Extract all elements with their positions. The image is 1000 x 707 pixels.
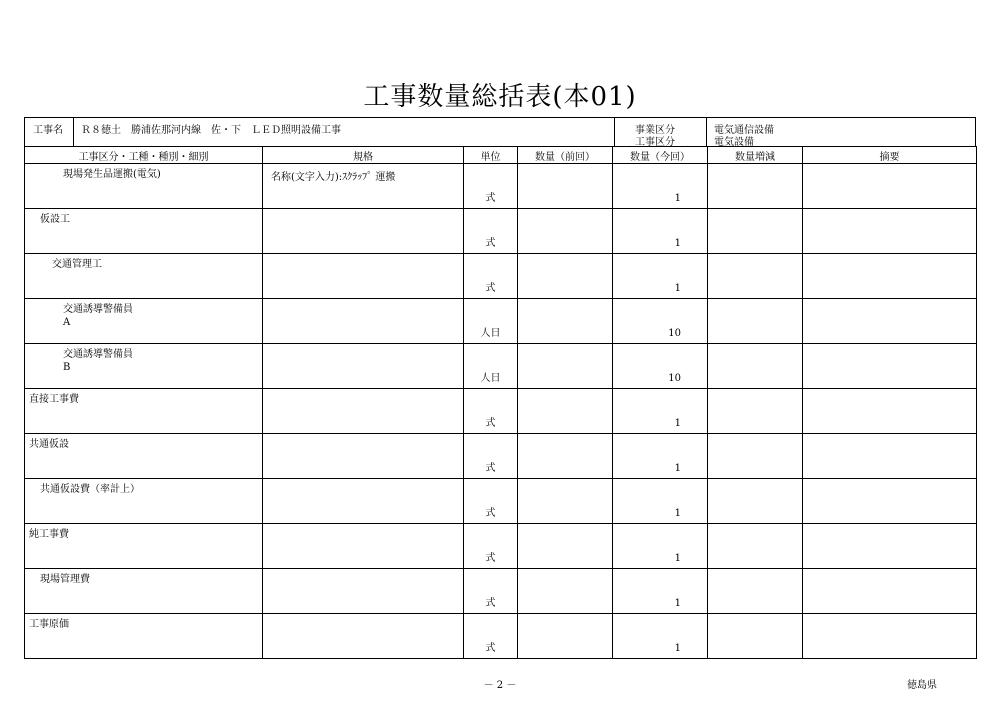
qty-previous-cell: [518, 164, 613, 209]
spec-cell: [263, 344, 464, 389]
spec-cell: [263, 209, 464, 254]
qty-current-value: 1: [674, 463, 681, 474]
qty-current-cell: [613, 344, 708, 389]
work-item-cell: [25, 479, 263, 524]
table-row: [25, 389, 977, 434]
spec-cell: [263, 434, 464, 479]
qty-current-cell: [613, 209, 708, 254]
column-header-work-item: 工事区分・工種・種別・細別: [25, 147, 263, 164]
table-row: [25, 164, 977, 209]
work-item-subname: A: [63, 317, 71, 328]
qty-change-cell: [708, 569, 803, 614]
qty-current-value: 1: [674, 643, 681, 654]
qty-current-cell: [613, 524, 708, 569]
column-header-qty-previous: 数量（前回）: [518, 147, 613, 164]
work-item-name: 交通管理工: [52, 259, 102, 270]
unit-cell: [464, 524, 518, 569]
unit-cell: [464, 614, 518, 659]
unit-text: 人日: [480, 373, 501, 384]
table-header-row: [25, 147, 977, 164]
qty-current-value: 1: [674, 553, 681, 564]
qty-change-cell: [708, 299, 803, 344]
spec-cell: [263, 299, 464, 344]
qty-current-cell: [613, 164, 708, 209]
unit-text: 式: [485, 193, 496, 204]
table-row: [25, 209, 977, 254]
spec-text: [263, 614, 463, 618]
unit-text: 人日: [480, 328, 501, 339]
qty-change-cell: [708, 479, 803, 524]
work-item-subname: B: [63, 362, 71, 373]
quantity-table: [24, 146, 977, 659]
qty-current-value: 1: [674, 508, 681, 519]
remarks-cell: [803, 434, 977, 479]
issuer-name: 徳島県: [907, 680, 937, 691]
spec-cell: [263, 614, 464, 659]
column-header-remarks: 摘要: [803, 147, 977, 164]
project-name-value: Ｒ８徳土 勝浦佐那河内線 佐・下 ＬＥＤ照明設備工事: [81, 125, 341, 136]
work-item-cell: [25, 164, 263, 209]
spec-text: [263, 209, 463, 213]
work-category-value: 電気設備: [714, 137, 754, 148]
unit-text: 式: [485, 643, 496, 654]
qty-change-cell: [708, 434, 803, 479]
qty-current-cell: [613, 434, 708, 479]
unit-text: 式: [485, 463, 496, 474]
spec-text: [263, 389, 463, 393]
qty-current-value: 10: [668, 328, 681, 339]
table-row: [25, 434, 977, 479]
spec-cell: [263, 524, 464, 569]
divider: [73, 118, 74, 146]
work-item-name: 共通仮設: [29, 439, 69, 450]
spec-text: [263, 479, 463, 483]
unit-cell: [464, 209, 518, 254]
unit-cell: [464, 164, 518, 209]
remarks-cell: [803, 209, 977, 254]
work-item-name: 交通誘導警備員: [63, 349, 133, 360]
unit-text: 式: [485, 283, 496, 294]
spec-text: [263, 344, 463, 348]
unit-cell: [464, 254, 518, 299]
unit-text: 式: [485, 238, 496, 249]
unit-text: 式: [485, 418, 496, 429]
qty-previous-cell: [518, 479, 613, 524]
work-item-cell: [25, 614, 263, 659]
work-item-cell: [25, 299, 263, 344]
qty-current-cell: [613, 299, 708, 344]
page-number: － 2 －: [483, 680, 517, 691]
work-item-name: 直接工事費: [29, 394, 79, 405]
qty-current-cell: [613, 254, 708, 299]
table-row: [25, 344, 977, 389]
table-row: [25, 299, 977, 344]
qty-current-cell: [613, 569, 708, 614]
remarks-cell: [803, 254, 977, 299]
qty-current-value: 1: [674, 238, 681, 249]
qty-change-cell: [708, 389, 803, 434]
qty-current-value: 1: [674, 418, 681, 429]
table-row: [25, 569, 977, 614]
spec-text: [263, 434, 463, 438]
qty-current-cell: [613, 479, 708, 524]
work-item-cell: [25, 254, 263, 299]
qty-change-cell: [708, 344, 803, 389]
remarks-cell: [803, 479, 977, 524]
qty-previous-cell: [518, 299, 613, 344]
column-header-spec: 規格: [263, 147, 464, 164]
unit-cell: [464, 344, 518, 389]
work-item-cell: [25, 434, 263, 479]
qty-current-value: 10: [668, 373, 681, 384]
work-item-name: 共通仮設費（率計上）: [40, 484, 140, 495]
qty-previous-cell: [518, 254, 613, 299]
remarks-cell: [803, 299, 977, 344]
qty-change-cell: [708, 524, 803, 569]
table-row: [25, 524, 977, 569]
qty-previous-cell: [518, 614, 613, 659]
work-item-name: 工事原価: [29, 619, 69, 630]
qty-previous-cell: [518, 434, 613, 479]
spec-cell: [263, 569, 464, 614]
qty-change-cell: [708, 209, 803, 254]
business-category-value: 電気通信設備: [714, 125, 774, 136]
qty-change-cell: [708, 164, 803, 209]
work-item-name: 現場管理費: [40, 574, 90, 585]
remarks-cell: [803, 164, 977, 209]
table-row: [25, 254, 977, 299]
column-header-unit: 単位: [464, 147, 518, 164]
work-item-cell: [25, 569, 263, 614]
qty-change-cell: [708, 614, 803, 659]
work-item-name: 仮設工: [40, 214, 70, 225]
unit-text: 式: [485, 508, 496, 519]
qty-current-value: 1: [674, 283, 681, 294]
qty-previous-cell: [518, 209, 613, 254]
qty-current-cell: [613, 389, 708, 434]
qty-change-cell: [708, 254, 803, 299]
spec-text: [263, 524, 463, 528]
qty-current-value: 1: [674, 193, 681, 204]
qty-current-value: 1: [674, 598, 681, 609]
unit-cell: [464, 569, 518, 614]
page-title: 工事数量総括表(本01): [363, 82, 637, 112]
business-category-label: 事業区分: [635, 125, 675, 136]
spec-cell: [263, 389, 464, 434]
work-item-cell: [25, 524, 263, 569]
unit-cell: [464, 389, 518, 434]
remarks-cell: [803, 569, 977, 614]
table-row: [25, 479, 977, 524]
remarks-cell: [803, 344, 977, 389]
remarks-cell: [803, 524, 977, 569]
remarks-cell: [803, 389, 977, 434]
spec-text: [263, 569, 463, 573]
qty-current-cell: [613, 614, 708, 659]
work-item-cell: [25, 389, 263, 434]
work-item-cell: [25, 209, 263, 254]
qty-previous-cell: [518, 569, 613, 614]
qty-previous-cell: [518, 344, 613, 389]
unit-cell: [464, 299, 518, 344]
unit-text: 式: [485, 553, 496, 564]
spec-text: 名称(文字入力):ｽｸﾗｯﾌﾟ 運搬: [271, 172, 396, 183]
qty-previous-cell: [518, 524, 613, 569]
remarks-cell: [803, 614, 977, 659]
spec-text: [263, 299, 463, 303]
project-name-label: 工事名: [33, 125, 63, 136]
spec-cell: [263, 254, 464, 299]
unit-text: 式: [485, 598, 496, 609]
work-item-cell: [25, 344, 263, 389]
unit-cell: [464, 479, 518, 524]
work-item-name: 純工事費: [29, 529, 69, 540]
spec-cell: [263, 479, 464, 524]
column-header-qty-current: 数量（今回）: [613, 147, 708, 164]
unit-cell: [464, 434, 518, 479]
project-header: [24, 117, 976, 147]
work-item-name: 現場発生品運搬(電気): [63, 169, 161, 180]
divider: [614, 118, 615, 146]
spec-text: [263, 254, 463, 258]
qty-previous-cell: [518, 389, 613, 434]
divider: [706, 118, 707, 146]
work-item-name: 交通誘導警備員: [63, 304, 133, 315]
table-row: [25, 614, 977, 659]
spec-cell: [263, 164, 464, 209]
column-header-qty-change: 数量増減: [708, 147, 803, 164]
work-category-label: 工事区分: [635, 137, 675, 148]
